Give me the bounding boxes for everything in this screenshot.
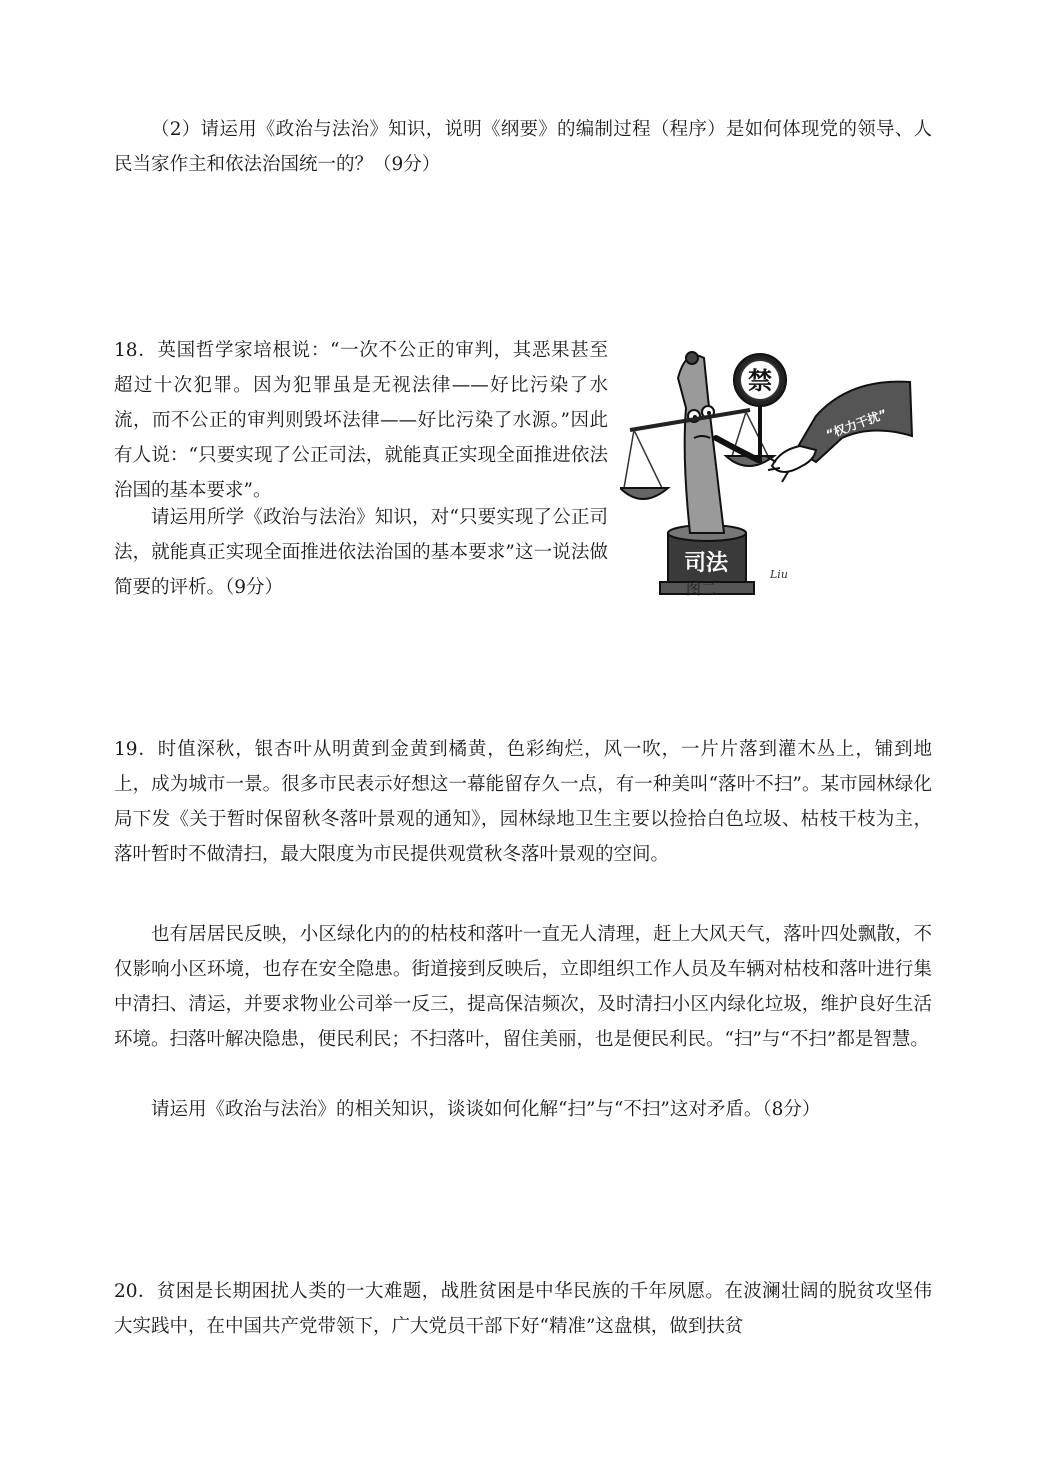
figure-caption: 图二 (686, 580, 717, 598)
justice-scale-cartoon (620, 338, 920, 603)
question-17-part-2: （2）请运用《政治与法治》知识，说明《纲要》的编制过程（程序）是如何体现党的领导、人民当家作主和依法治国统一的？（9分） (114, 119, 932, 175)
cartoon-figure (620, 338, 920, 603)
base-label: 司法 (683, 551, 729, 576)
question-19-paragraph-2: 也有居居民反映，小区绿化内的的枯枝和落叶一直无人清理，赶上大风天气，落叶四处飘散，不仅影响小区环境，也存在安全隐患。街道接到反映后，立即组织工作人员及车辆对枯枝和落叶进行集中清扫、清运，并要求物业公司举一反三，提高保洁频次，及时清扫小区内绿化垃圾，维护良好生活环境。扫落叶解决隐患，便民利民；不扫落叶，留住美丽，也是便民利民。“扫”与“不扫”都是智慧。 (114, 924, 932, 1050)
question-19-paragraph-1: 19．时值深秋，银杏叶从明黄到金黄到橘黄，色彩绚烂，风一吹，一片片落到灌木丛上，铺到地上，成为城市一景。很多市民表示好想这一幕能留存久一点，有一种美叫“落叶不扫”。某市园林绿化局下发《关于暂时保留秋冬落叶景观的通知》，园林绿地卫生主要以捡拾白色垃圾、枯枝干枝为主，落叶暂时不做清扫，最大限度为市民提供观赏秋冬落叶景观的空间。 (114, 739, 932, 865)
question-19-task: 请运用《政治与法治》的相关知识，谈谈如何化解“扫”与“不扫”这对矛盾。（8分） (151, 1099, 821, 1120)
artist-signature: Liu (770, 568, 788, 581)
question-18-task: 请运用所学《政治与法治》知识，对“只要实现了公正司法，就能真正实现全面推进依法治国的基本要求”这一说法做简要的评析。（9分） (114, 507, 608, 598)
question-20-stem: 20．贫困是长期困扰人类的一大难题，战胜贫困是中华民族的千年夙愿。在波澜壮阔的脱贫攻坚伟大实践中，在中国共产党带领下，广大党员干部下好“精准”这盘棋，做到扶贫 (114, 1281, 932, 1337)
left-pan (620, 488, 668, 499)
question-18-stem: 18．英国哲学家培根说：“一次不公正的审判，其恶果甚至超过十次犯罪。因为犯罪虽是无视法律——好比污染了水流，而不公正的审判则毁坏法律——好比污染了水源。”因此有人说：“只要实现了公正司法，就能真正实现全面推进依法治国的基本要求”。 (114, 340, 608, 501)
sleeve-label: “权力干扰” (824, 406, 889, 442)
sign-label: 禁 (748, 367, 772, 395)
pillar-body (678, 356, 724, 534)
